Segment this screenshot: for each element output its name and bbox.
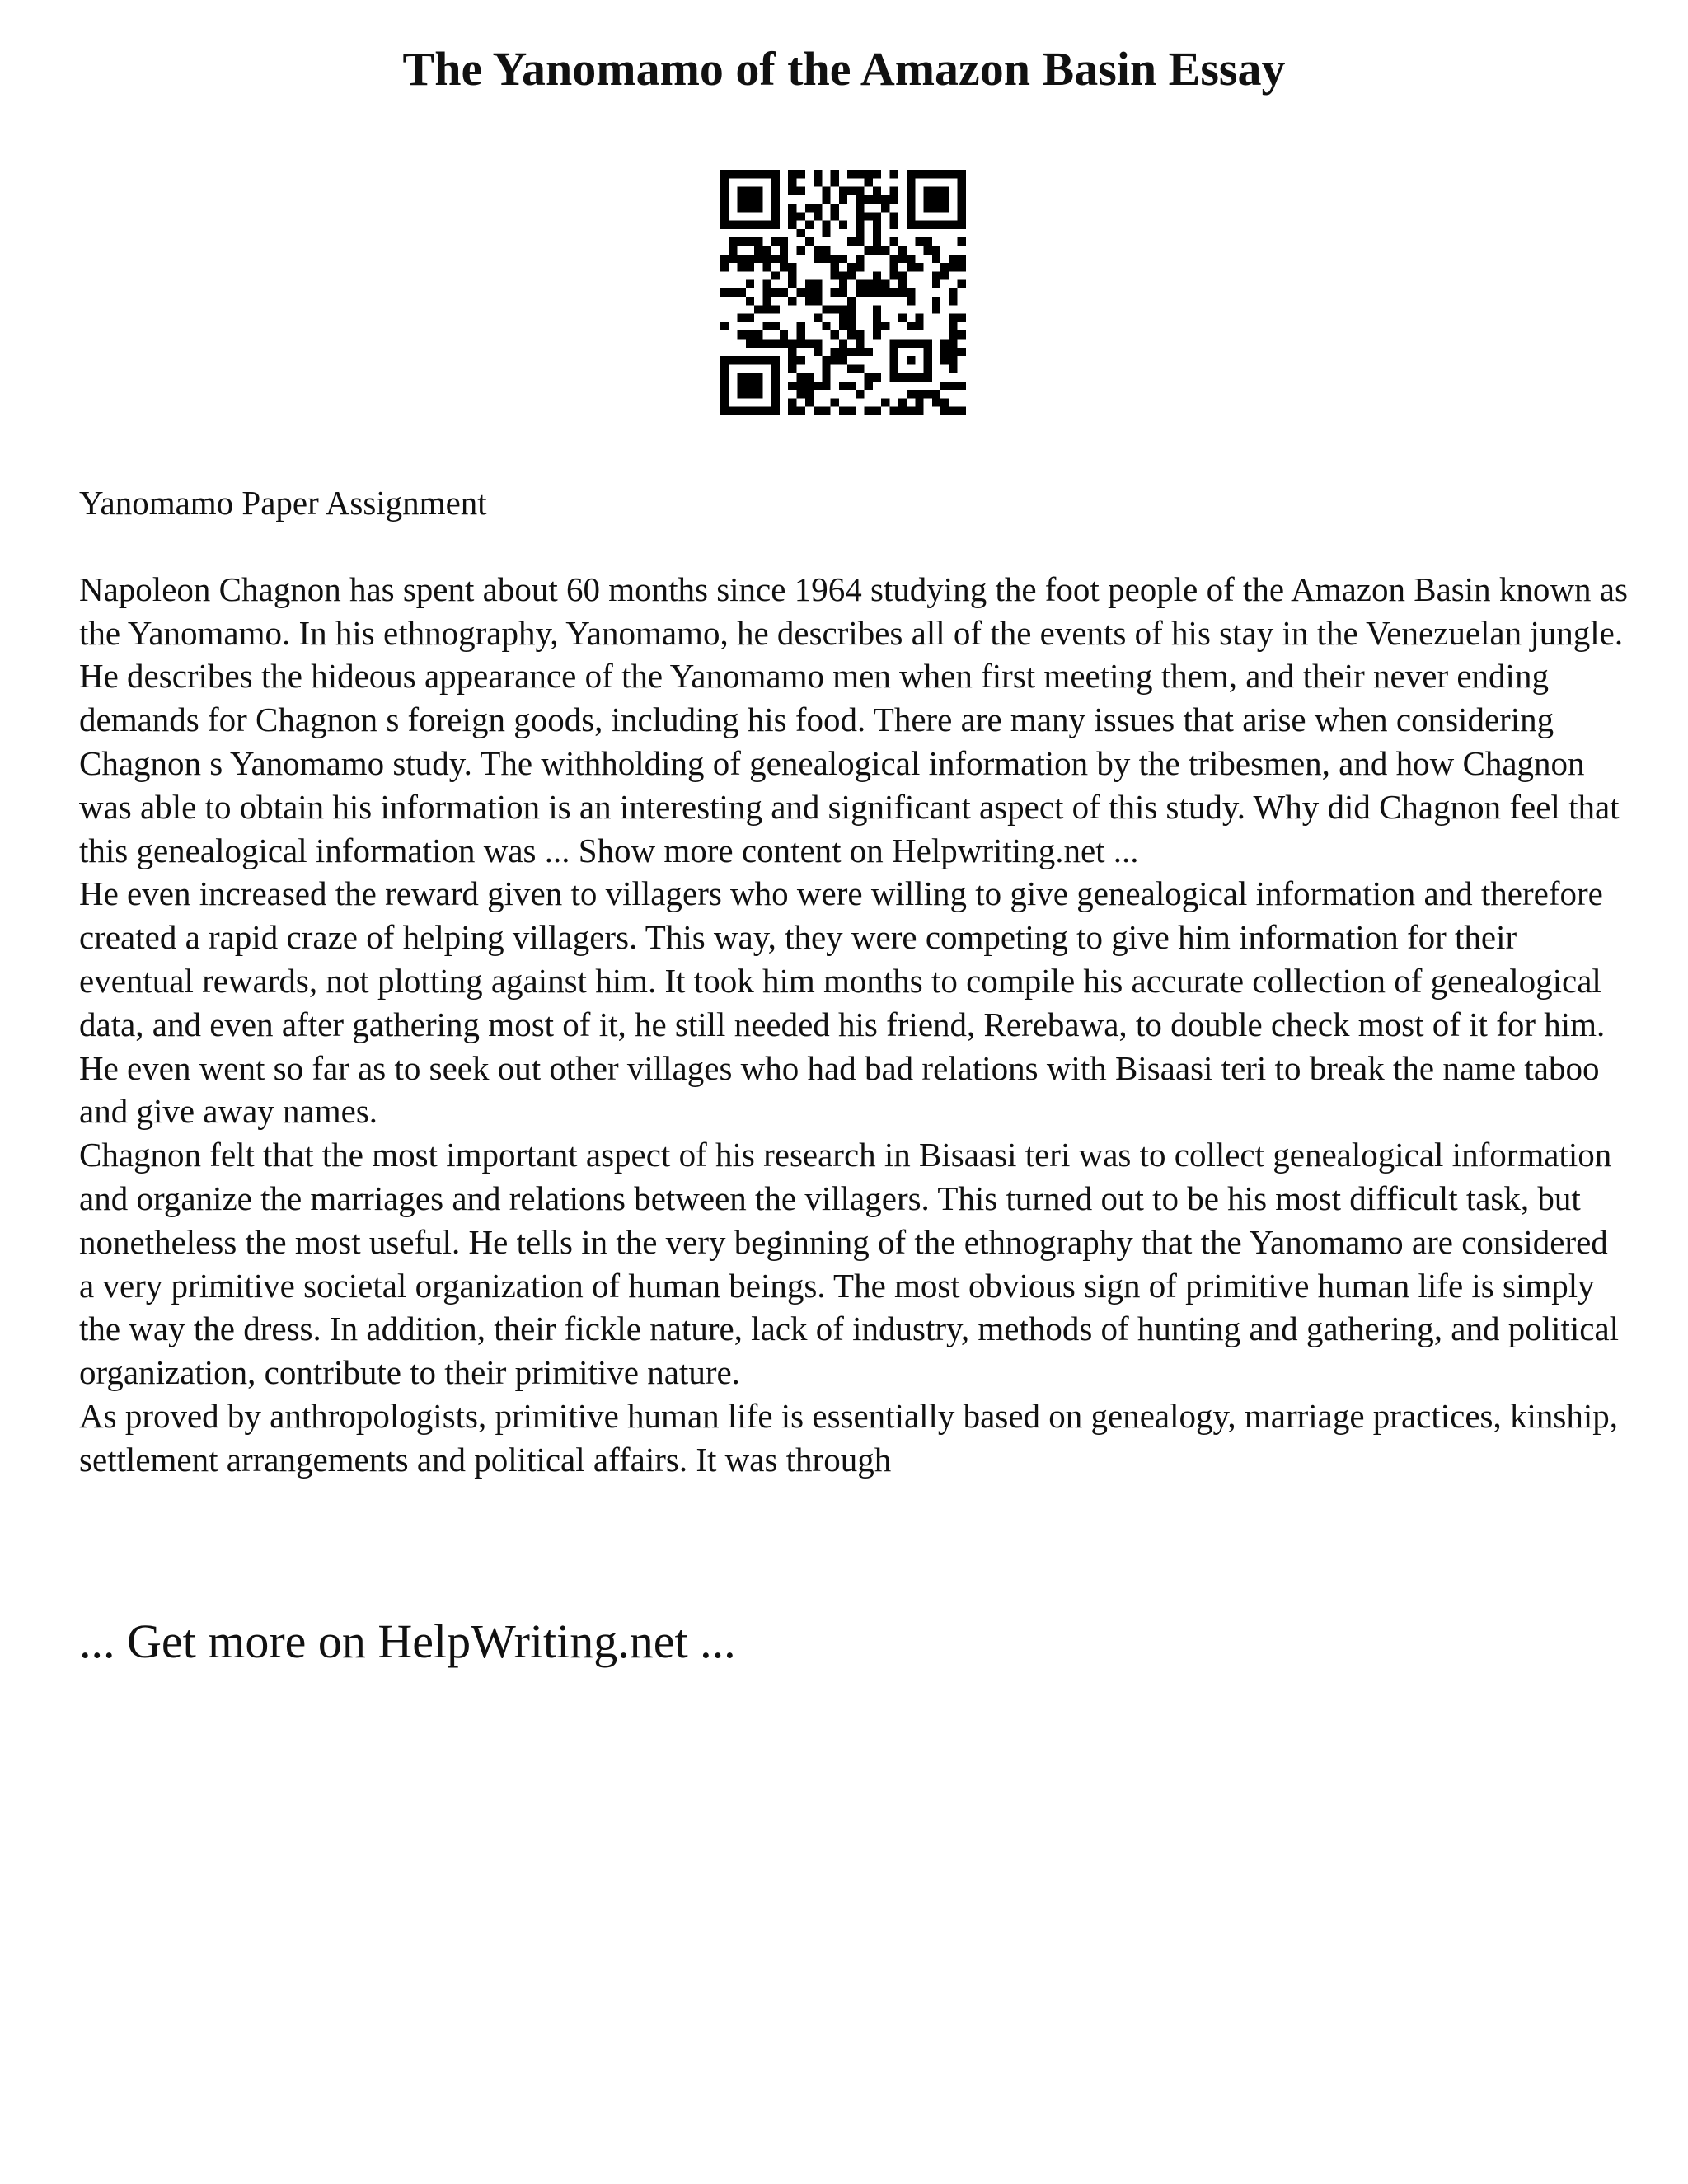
qr-code-icon bbox=[720, 170, 966, 415]
assignment-heading: Yanomamo Paper Assignment bbox=[79, 484, 487, 522]
document-title: The Yanomamo of the Amazon Basin Essay bbox=[402, 42, 1286, 96]
get-more-link[interactable]: ... Get more on HelpWriting.net ... bbox=[79, 1615, 736, 1668]
body-paragraph: Chagnon felt that the most important aspect of his research in Bisaasi teri was to collect genealogical information and organize the marriages and relations between the villagers. This turned out to be his most difficult task, but nonetheless the most useful. He tells in the very beginning of the ethnography that the Yanomamo are considered a very primitive societal organization of human beings. The most obvious sign of primitive human life is simply the way the dress. In addition, their fickle nature, lack of industry, methods of hunting and gathering, and political organization, contribute to their primitive nature. bbox=[79, 1136, 1620, 1392]
body-paragraph: He even increased the reward given to villagers who were willing to give genealogical information and therefore created a rapid craze of helping villagers. This way, they were competing to give him information for their eventual rewards, not plotting against him. It took him months to compile his accurate collection of genealogical data, and even after gathering most of it, he still needed his friend, Rerebawa, to double check most of it for him. He even went so far as to seek out other villages who had bad relations with Bisaasi teri to break the name taboo and give away names. bbox=[79, 874, 1606, 1131]
body-paragraph: As proved by anthropologists, primitive human life is essentially based on genealogy, marriage practices, kinship, settlement arrangements and political affairs. It was through bbox=[79, 1396, 1618, 1479]
document-body bbox=[79, 481, 1629, 1482]
body-paragraph: Napoleon Chagnon has spent about 60 months since 1964 studying the foot people of the Amazon Basin known as the Yanomamo. In his ethnography, Yanomamo, he describes all of the events of his stay in the Venezuelan jungle. He describes the hideous appearance of the Yanomamo men when first meeting them, and their never ending demands for Chagnon s foreign goods, including his food. There are many issues that arise when considering Chagnon s Yanomamo study. The withholding of genealogical information by the tribesmen, and how Chagnon was able to obtain his information is an interesting and significant aspect of this study. Why did Chagnon feel that this genealogical information was ... Show more content on Helpwriting.net ... bbox=[79, 569, 1628, 869]
